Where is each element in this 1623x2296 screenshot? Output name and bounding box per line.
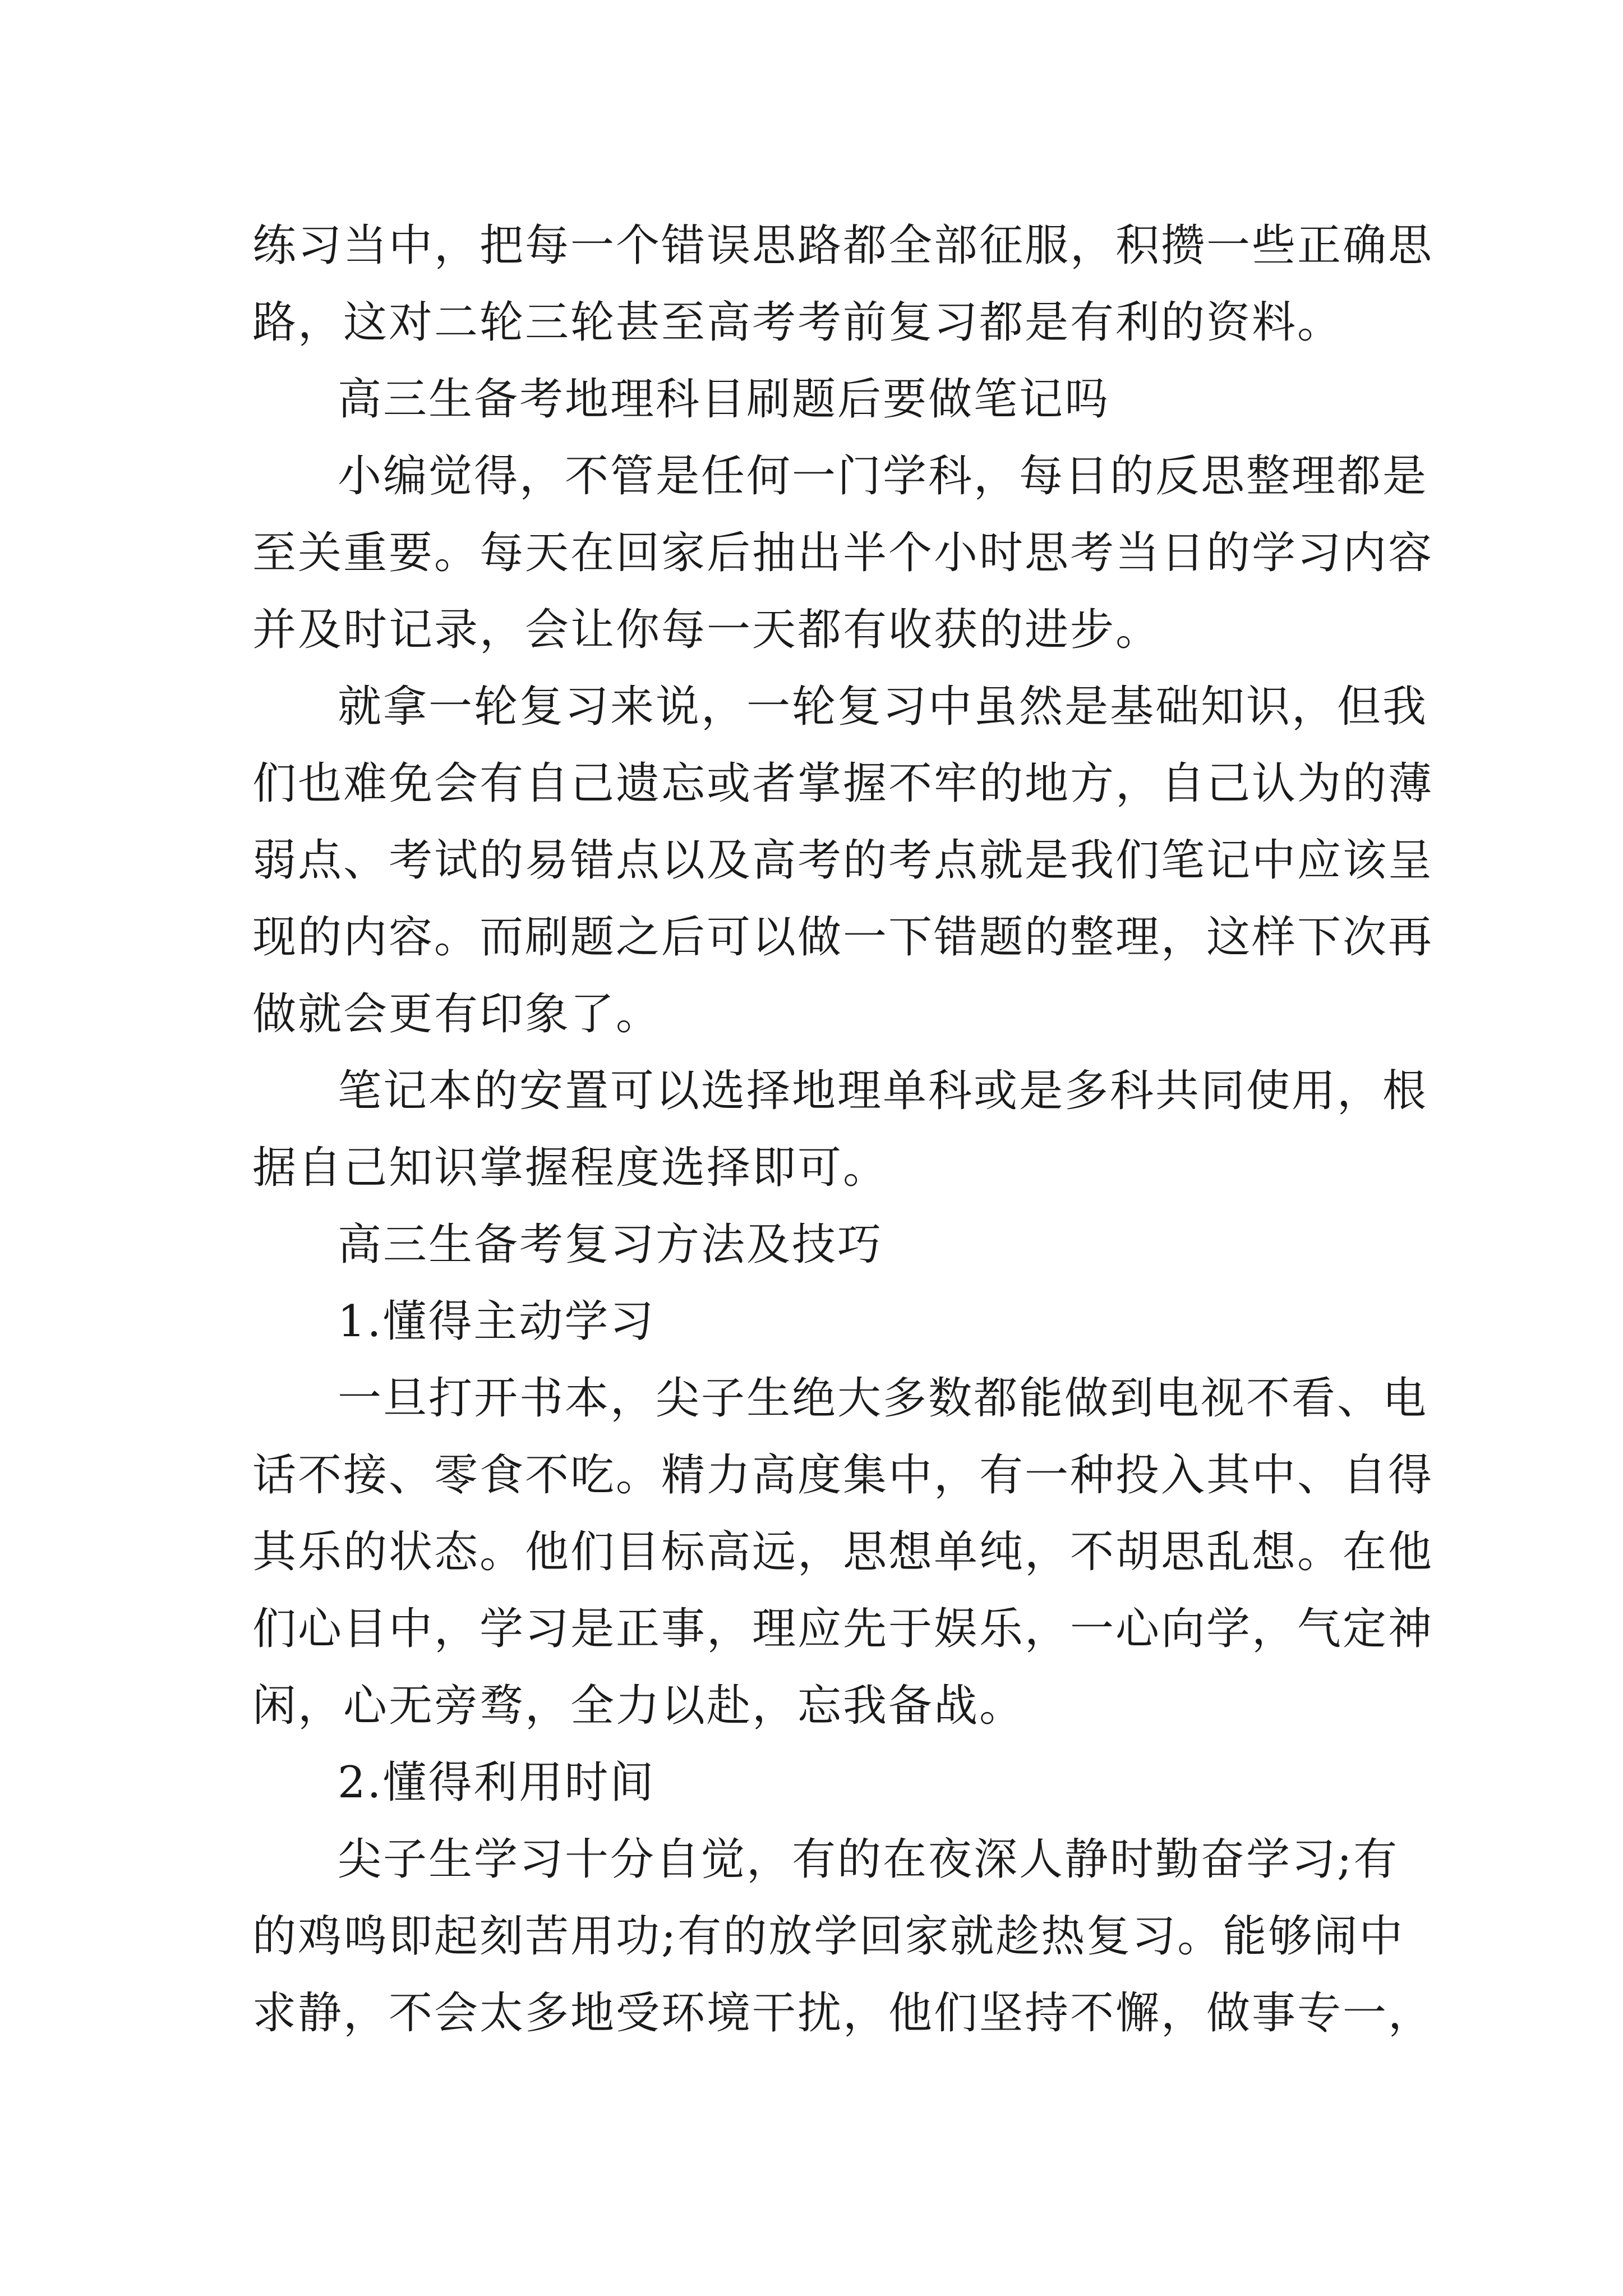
text-line: 闲，心无旁骛，全力以赴，忘我备战。 xyxy=(252,1681,1025,1731)
text-line: 们也难免会有自己遗忘或者掌握不牢的地方，自己认为的薄 xyxy=(252,758,1434,809)
text-line: 尖子生学习十分自觉，有的在夜深人静时勤奋学习;有 xyxy=(338,1834,1399,1885)
text-line: 并及时记录，会让你每一天都有收获的进步。 xyxy=(252,605,1161,655)
text-line: 练习当中，把每一个错误思路都全部征服，积攒一些正确思 xyxy=(252,220,1434,271)
section-heading: 高三生备考地理科目刷题后要做笔记吗 xyxy=(338,374,1110,425)
text-line: 一旦打开书本，尖子生绝大多数都能做到电视不看、电 xyxy=(338,1373,1428,1424)
text-line: 现的内容。而刷题之后可以做一下错题的整理，这样下次再 xyxy=(252,912,1434,963)
subsection-heading: 2.懂得利用时间 xyxy=(338,1757,656,1808)
text-line: 们心目中，学习是正事，理应先于娱乐，一心向学，气定神 xyxy=(252,1604,1434,1654)
text-line: 其乐的状态。他们目标高远，思想单纯，不胡思乱想。在他 xyxy=(252,1527,1434,1577)
text-line: 求静，不会太多地受环境干扰，他们坚持不懈，做事专一， xyxy=(252,1988,1434,2039)
text-line: 至关重要。每天在回家后抽出半个小时思考当日的学习内容 xyxy=(252,528,1434,578)
text-line: 笔记本的安置可以选择地理单科或是多科共同使用，根 xyxy=(338,1066,1428,1116)
subsection-heading: 1.懂得主动学习 xyxy=(338,1296,656,1347)
text-line: 路，这对二轮三轮甚至高考考前复习都是有利的资料。 xyxy=(252,297,1343,348)
text-line: 据自己知识掌握程度选择即可。 xyxy=(252,1143,889,1193)
text-line: 就拿一轮复习来说，一轮复习中虽然是基础知识，但我 xyxy=(338,682,1428,732)
text-line: 做就会更有印象了。 xyxy=(252,989,662,1039)
text-line: 弱点、考试的易错点以及高考的考点就是我们笔记中应该呈 xyxy=(252,835,1434,886)
document-body-text xyxy=(252,208,1434,2052)
text-line: 的鸡鸣即起刻苦用功;有的放学回家就趁热复习。能够闹中 xyxy=(252,1911,1405,1962)
section-heading: 高三生备考复习方法及技巧 xyxy=(338,1220,883,1270)
text-line: 话不接、零食不吃。精力高度集中，有一种投入其中、自得 xyxy=(252,1450,1434,1501)
text-line: 小编觉得，不管是任何一门学科，每日的反思整理都是 xyxy=(338,451,1428,501)
